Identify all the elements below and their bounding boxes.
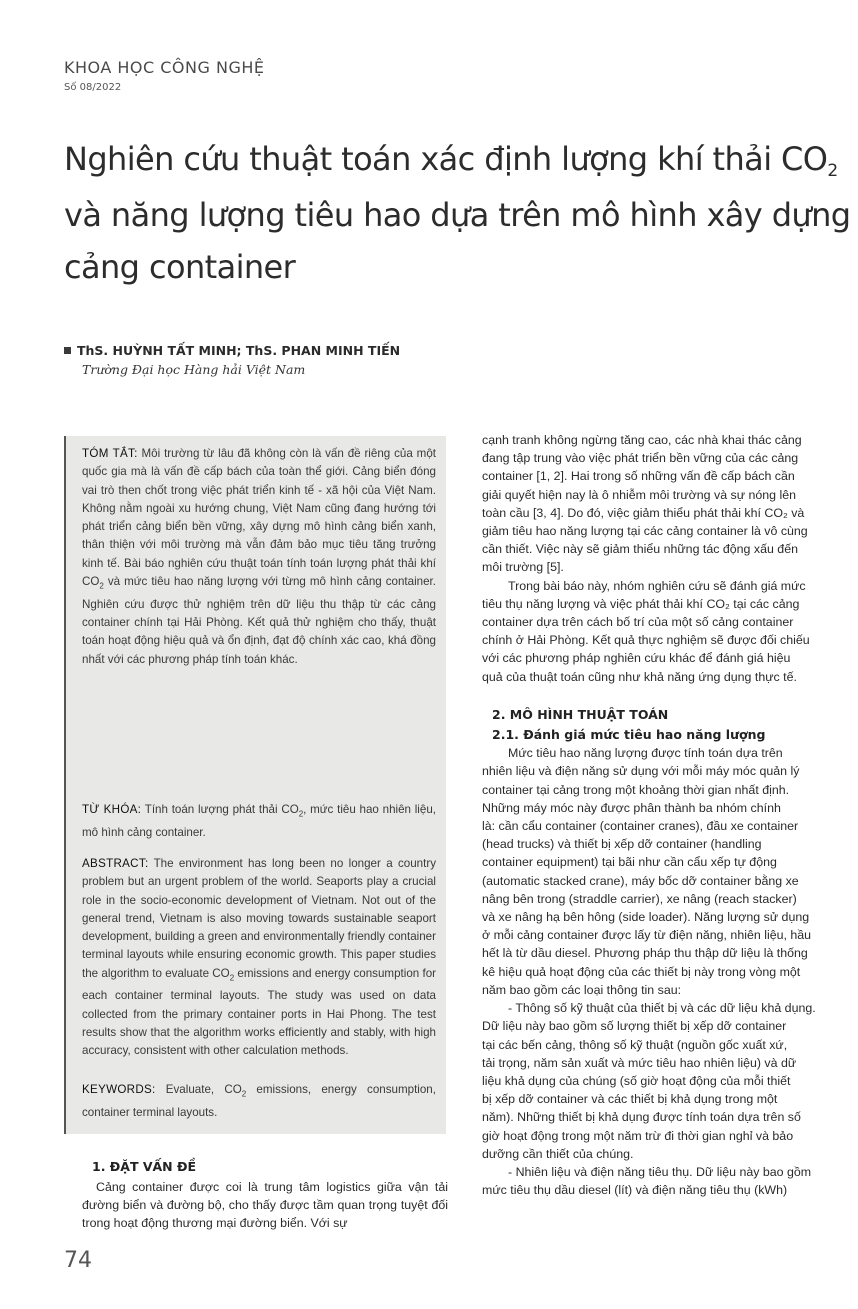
text-line: với các phương pháp nghiên cứu khác để đánh giá hiệu: [482, 651, 791, 666]
right-paragraph-5: [482, 1163, 858, 1199]
text-line: Trong bài báo này, nhóm nghiên cứu sẽ đánh giá mức: [508, 578, 806, 593]
bullet-square-icon: [64, 347, 71, 354]
section-1-text: Cảng container được coi là trung tâm logistics giữa vận tải đường biển và đường bộ, cho thấy được tầm quan trọng tuyệt đối trong hoạt động thương mại đường biển. Với sự: [82, 1180, 448, 1231]
text-line: (automatic stacked crane), máy bốc dỡ container bằng xe: [482, 873, 799, 888]
text-line: giải quyết hiện nay là ô nhiễm môi trường và sự nóng lên: [482, 487, 797, 502]
title-line-3: cảng container: [64, 248, 296, 286]
text-line: quả của thuật toán cũng như khả năng ứng dụng thực tế.: [482, 669, 797, 684]
text-line: và xe nâng hạ bên hông (side loader). Năng lượng sử dụng: [482, 910, 810, 925]
title-line-1: Nghiên cứu thuật toán xác định lượng khí thải $CO_2$: [64, 140, 838, 181]
abstract-en: ABSTRACT: The environment has long been no longer a country problem but an urgent problem of the world. Seaports play a crucial role in the socio-economic development of Vietnam. Not out of the general trend, Vietnam is also moving towards sustainable seaport development, building a green and environmentally friendly container terminal layouts while ensuring economic growth. This paper studies the algorithm to evaluate $CO_2$ emissions and energy consumption for each container terminal layouts. The study was used on data collected from the primary container ports in Hai Phong. The test results show that the algorithm works efficiently and stably, with high accuracy, consistent with other calculation methods.: [82, 857, 437, 1058]
text-line: container [1, 2]. Hai trong số những vấn đề cấp bách cần: [482, 469, 795, 484]
text-line: năm bao gồm các loại thông tin sau:: [482, 982, 682, 997]
right-paragraph-3: [482, 744, 858, 999]
text-line: hết là từ dầu diesel. Phương pháp thu thập dữ liệu là thống: [482, 946, 808, 961]
text-line: dưỡng cần thiết của chúng.: [482, 1146, 634, 1161]
keywords-vi: TỪ KHÓA: Tính toán lượng phát thải $CO_2$, mức tiêu hao nhiên liệu, mô hình cảng container.: [82, 803, 436, 839]
text-line: năm). Những thiết bị khả dụng được tính toán dựa trên số: [482, 1110, 801, 1125]
section-label: KHOA HỌC CÔNG NGHỆ: [64, 58, 265, 77]
text-line: container equipment) tại bãi như cần cẩu xếp tự động: [482, 855, 777, 870]
text-line: giờ hoạt động trong một năm trừ đi thời gian nghỉ và bảo: [482, 1128, 794, 1143]
section-1-heading: 1. ĐẶT VẤN ĐỀ: [92, 1159, 196, 1174]
section-2-heading: 2. MÔ HÌNH THUẬT TOÁN: [492, 706, 669, 722]
text-line: bị xếp dỡ container và các thiết bị khả dụng trong một: [482, 1092, 778, 1107]
affiliation: Trường Đại học Hàng hải Việt Nam: [82, 362, 306, 377]
text-line: toàn cầu [3, 4]. Do đó, việc giảm thiểu phát thải khí CO₂ và: [482, 505, 805, 520]
text-line: tại các bến cảng, thông số kỹ thuật (nguồn gốc xuất xứ,: [482, 1037, 788, 1052]
text-line: là: cần cẩu container (container cranes), đầu xe container: [482, 819, 799, 834]
text-line: (head trucks) và thiết bị xếp dỡ container (handling: [482, 837, 762, 852]
text-line: nâng bên trong (straddle carrier), xe nâng (reach stacker): [482, 891, 797, 906]
section-2-1-heading: 2.1. Đánh giá mức tiêu hao năng lượng: [492, 727, 766, 743]
text-line: Những máy móc này được phân thành ba nhóm chính: [482, 800, 781, 815]
right-paragraph-4: [482, 999, 858, 1163]
text-line: - Nhiên liệu và điện năng tiêu thụ. Dữ liệu này bao gồm: [508, 1164, 812, 1179]
text-line: kê hiệu quả hoạt động của các thiết bị này trong vòng một: [482, 964, 801, 979]
text-line: liệu khả dụng của chúng (số giờ hoạt động của mỗi thiết: [482, 1073, 791, 1088]
right-paragraph-1: [482, 431, 858, 577]
text-line: nhiên liệu và điện năng sử dụng với mỗi máy móc quản lý: [482, 764, 800, 779]
abstract-vi: TÓM TẮT: Môi trường từ lâu đã không còn là vấn đề riêng của một quốc gia mà là vấn đề cấp bách của toàn thể giới. Cảng biển đóng vai trò then chốt trong việc phát triển kinh tế - xã hội của Việt Nam. Không nằm ngoài xu hướng chung, Việt Nam cũng đang hướng tới phát triển cảng biển bền vững, xây dựng mô hình cảng biển xanh, thân thiện với môi trường mà vẫn đảm bảo mục tiêu tăng trưởng kinh tế. Bài báo nghiên cứu thuật toán tính toán lượng phát thải khí $CO_2$ và mức tiêu hao năng lượng với từng mô hình cảng container. Nghiên cứu được thử nghiệm trên dữ liệu thu thập từ các cảng container chính tại Hải Phòng. Kết quả thử nghiệm cho thấy, thuật toán hoạt động hiệu quả và ổn định, đạt độ chính xác cao, khá đồng nhất với các phương pháp tính toán khác.: [82, 447, 436, 666]
authors: ThS. HUỲNH TẤT MINH; ThS. PHAN MINH TIẾN: [64, 343, 400, 358]
issue-number: Số 08/2022: [64, 82, 122, 93]
text-line: - Thông số kỹ thuật của thiết bị và các dữ liệu khả dụng.: [508, 1001, 816, 1016]
title-line-2: và năng lượng tiêu hao dựa trên mô hình xây dựng: [64, 196, 851, 234]
text-line: container tại cảng trong một khoảng thời gian nhất định.: [482, 782, 790, 797]
text-line: giảm tiêu hao năng lượng tại các cảng container là vô cùng: [482, 524, 808, 539]
text-line: container dựa trên cách bố trí của một số cảng container: [482, 615, 794, 630]
text-line: ở mỗi cảng container được lấy từ điện năng, nhiên liệu, hầu: [482, 928, 812, 943]
text-line: cạnh tranh không ngừng tăng cao, các nhà khai thác cảng: [482, 433, 802, 447]
text-line: Mức tiêu hao năng lượng được tính toán dựa trên: [508, 746, 783, 761]
text-line: mức tiêu thụ dầu diesel (lít) và điện năng tiêu thụ (kWh): [482, 1183, 788, 1198]
page-number: 74: [64, 1248, 92, 1273]
text-line: đang tập trung vào việc phát triển bền vững của các cảng: [482, 451, 799, 466]
text-line: Dữ liệu này bao gồm số lượng thiết bị xếp dỡ container: [482, 1019, 787, 1034]
text-line: môi trường [5].: [482, 560, 564, 575]
keywords-en: KEYWORDS: Evaluate, $CO_2$ emissions, energy consumption, container terminal layouts.: [82, 1083, 436, 1119]
text-line: cần thiết. Việc này sẽ giảm thiểu những tác động xấu đến: [482, 542, 798, 557]
right-paragraph-2: [482, 577, 858, 686]
text-line: tiêu thụ năng lượng và việc phát thải khí CO₂ tại các cảng: [482, 596, 800, 611]
text-line: tải trọng, năm sản xuất và mức tiêu hao nhiên liệu) và dữ: [482, 1055, 797, 1070]
text-line: chính ở Hải Phòng. Kết quả thực nghiệm sẽ được đối chiếu: [482, 633, 810, 648]
right-column: [482, 431, 858, 1199]
